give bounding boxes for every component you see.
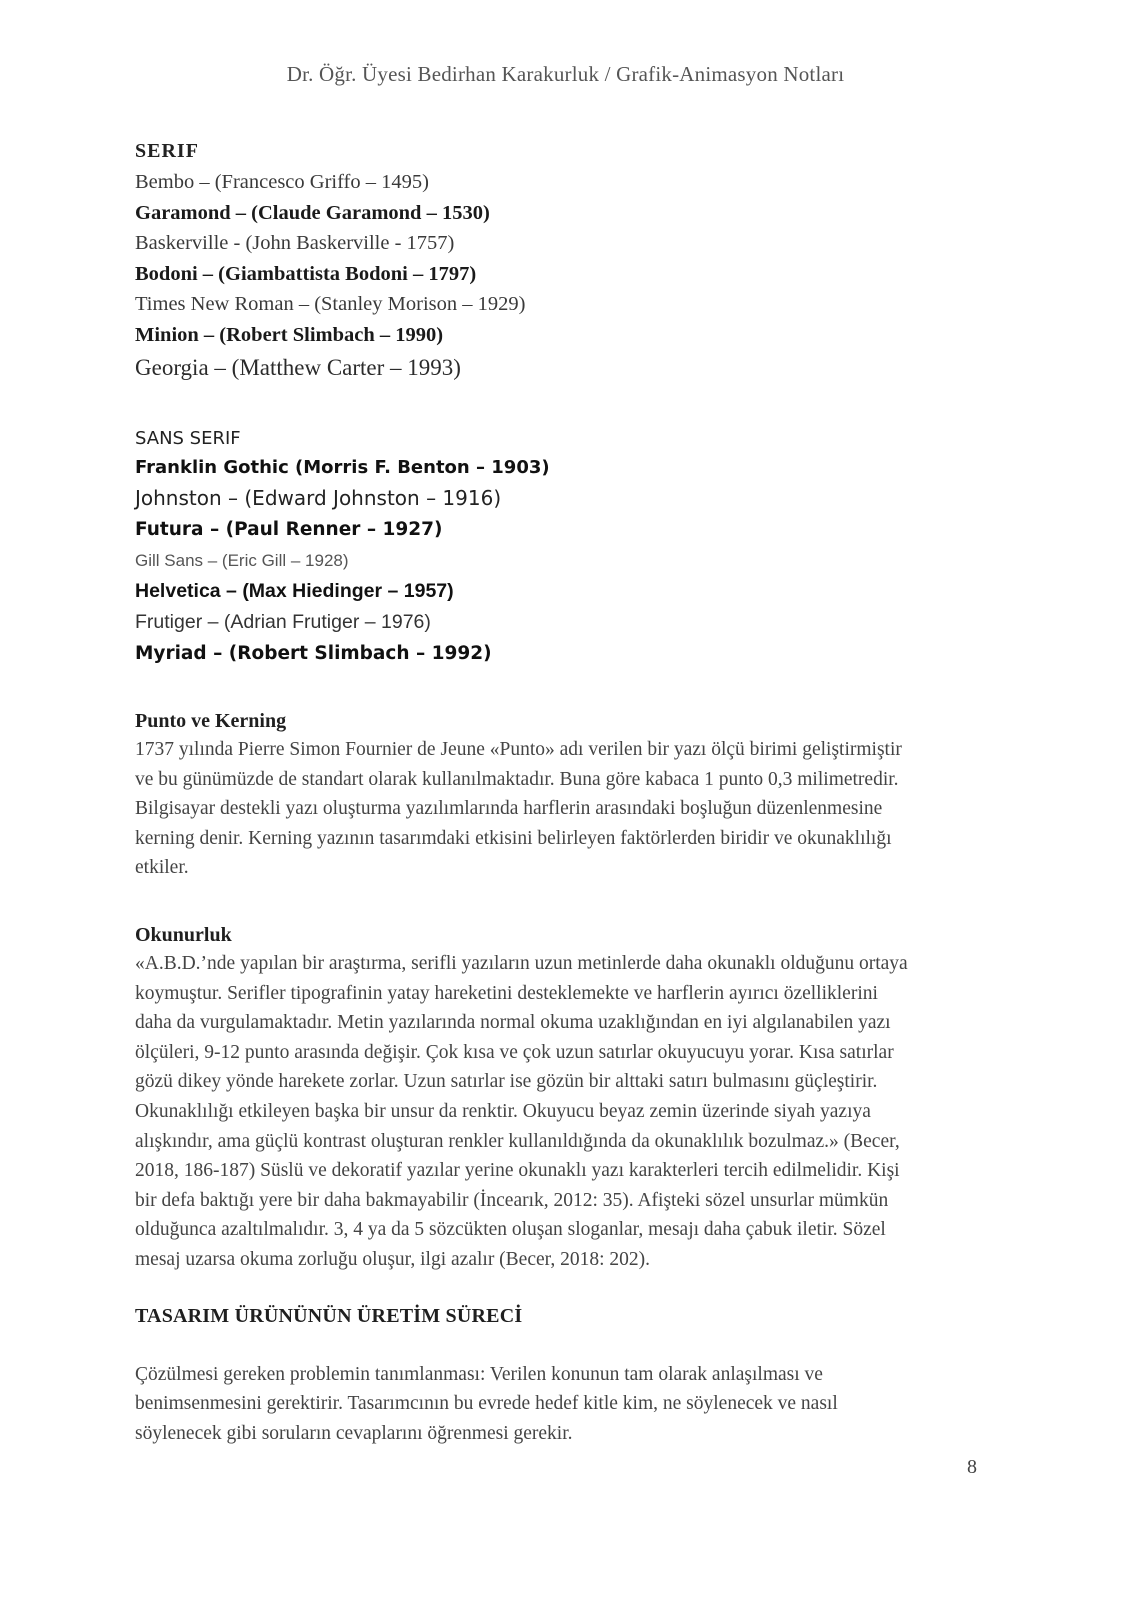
- sans-serif-font-list: [135, 452, 1005, 669]
- tasarim-heading: TASARIM ÜRÜNÜNÜN ÜRETİM SÜRECİ: [135, 1304, 523, 1327]
- tasarim-paragraph: [135, 1360, 1005, 1449]
- paragraph-line: benimsenmesini gerektirir. Tasarımcının bu evrede hedef kitle kim, ne söylenecek ve nasıl: [135, 1393, 838, 1415]
- paragraph-line: gözü dikey yönde harekete zorlar. Uzun satırlar ise gözün bir alttaki satırı bulmasını güçleştirir.: [135, 1071, 878, 1093]
- sans-serif-item: Helvetica – (Max Hiedinger – 1957): [135, 580, 454, 602]
- paragraph-line: ve bu günümüzde de standart olarak kullanılmaktadır. Buna göre kabaca 1 punto 0,3 milimetredir.: [135, 768, 899, 790]
- okunurluk-paragraph: [135, 949, 1005, 1275]
- paragraph-line: söylenecek gibi soruların cevaplarını öğrenmesi gerekir.: [135, 1422, 573, 1444]
- paragraph-line: 1737 yılında Pierre Simon Fournier de Jeune «Punto» adı verilen bir yazı ölçü birimi geliştirmiştir: [135, 739, 902, 760]
- serif-item: Baskerville - (John Baskerville - 1757): [135, 232, 455, 254]
- page-content: [135, 133, 1005, 1448]
- sans-serif-item: Johnston – (Edward Johnston – 1916): [135, 486, 502, 510]
- serif-item: Georgia – (Matthew Carter – 1993): [135, 355, 461, 380]
- serif-item: Bembo – (Francesco Griffo – 1495): [135, 171, 429, 193]
- paragraph-line: etkiler.: [135, 857, 189, 879]
- paragraph-line: mesaj uzarsa okuma zorluğu oluşur, ilgi azalır (Becer, 2018: 202).: [135, 1248, 651, 1270]
- paragraph-line: 2018, 186-187) Süslü ve dekoratif yazılar yerine okunaklı yazı karakterleri tercih edilmelidir. Kişi: [135, 1160, 900, 1182]
- okunurluk-heading: Okunurluk: [135, 923, 232, 946]
- paragraph-line: daha da vurgulamaktadır. Metin yazılarında normal okuma uzaklığından en iyi algılanabilen yazı: [135, 1012, 891, 1034]
- paragraph-line: «A.B.D.’nde yapılan bir araştırma, serifli yazıların uzun metinlerde daha okunaklı olduğunu ortaya: [135, 952, 908, 974]
- paragraph-line: olduğunca azaltılmalıdır. 3, 4 ya da 5 sözcükten oluşan sloganlar, mesajı daha çabuk iletir. Sözel: [135, 1219, 886, 1241]
- paragraph-line: Okunaklılığı etkileyen başka bir unsur da renktir. Okuyucu beyaz zemin üzerinde siyah yazıya: [135, 1100, 871, 1122]
- serif-heading: SERIF: [135, 140, 199, 162]
- paragraph-line: alışkındır, ama güçlü kontrast oluşturan renkler kullanıldığında da okunaklılık bozulmaz.» (Becer,: [135, 1130, 900, 1152]
- paragraph-line: Bilgisayar destekli yazı oluşturma yazılımlarında harflerin arasındaki boşluğun düzenlenmesine: [135, 798, 883, 820]
- serif-item: Garamond – (Claude Garamond – 1530): [135, 201, 490, 224]
- serif-font-list: [135, 167, 1005, 386]
- page-header: Dr. Öğr. Üyesi Bedirhan Karakurluk / Grafik-Animasyon Notları: [286, 62, 845, 86]
- paragraph-line: kerning denir. Kerning yazının tasarımdaki etkisini belirleyen faktörlerden biridir ve okunaklılığı: [135, 827, 892, 849]
- paragraph-line: ölçüleri, 9-12 punto arasında değişir. Çok kısa ve çok uzun satırlar okuyucuyu yorar. Kısa satırlar: [135, 1041, 894, 1063]
- paragraph-line: Çözülmesi gereken problemin tanımlanması: Verilen konunun tam olarak anlaşılması ve: [135, 1363, 823, 1385]
- sans-serif-item: Frutiger – (Adrian Frutiger – 1976): [135, 611, 431, 633]
- punto-paragraph: [135, 735, 1005, 883]
- sans-serif-heading: SANS SERIF: [135, 428, 241, 449]
- paragraph-line: bir defa baktığı yere bir daha bakmayabilir (İncearık, 2012: 35). Afişteki sözel unsurlar mümkün: [135, 1189, 889, 1211]
- serif-item: Minion – (Robert Slimbach – 1990): [135, 323, 444, 346]
- punto-heading: Punto ve Kerning: [135, 710, 287, 732]
- sans-serif-item: Gill Sans – (Eric Gill – 1928): [135, 551, 349, 570]
- sans-serif-item: Futura – (Paul Renner – 1927): [135, 519, 443, 540]
- serif-item: Times New Roman – (Stanley Morison – 1929): [135, 293, 526, 315]
- sans-serif-item: Franklin Gothic (Morris F. Benton – 1903): [135, 457, 550, 478]
- sans-serif-item: Myriad – (Robert Slimbach – 1992): [135, 643, 492, 664]
- serif-item: Bodoni – (Giambattista Bodoni – 1797): [135, 262, 477, 285]
- page-number: 8: [967, 1456, 977, 1478]
- paragraph-line: koymuştur. Serifler tipografinin yatay hareketini desteklemekte ve harflerin ayırıcı özelliklerini: [135, 982, 878, 1004]
